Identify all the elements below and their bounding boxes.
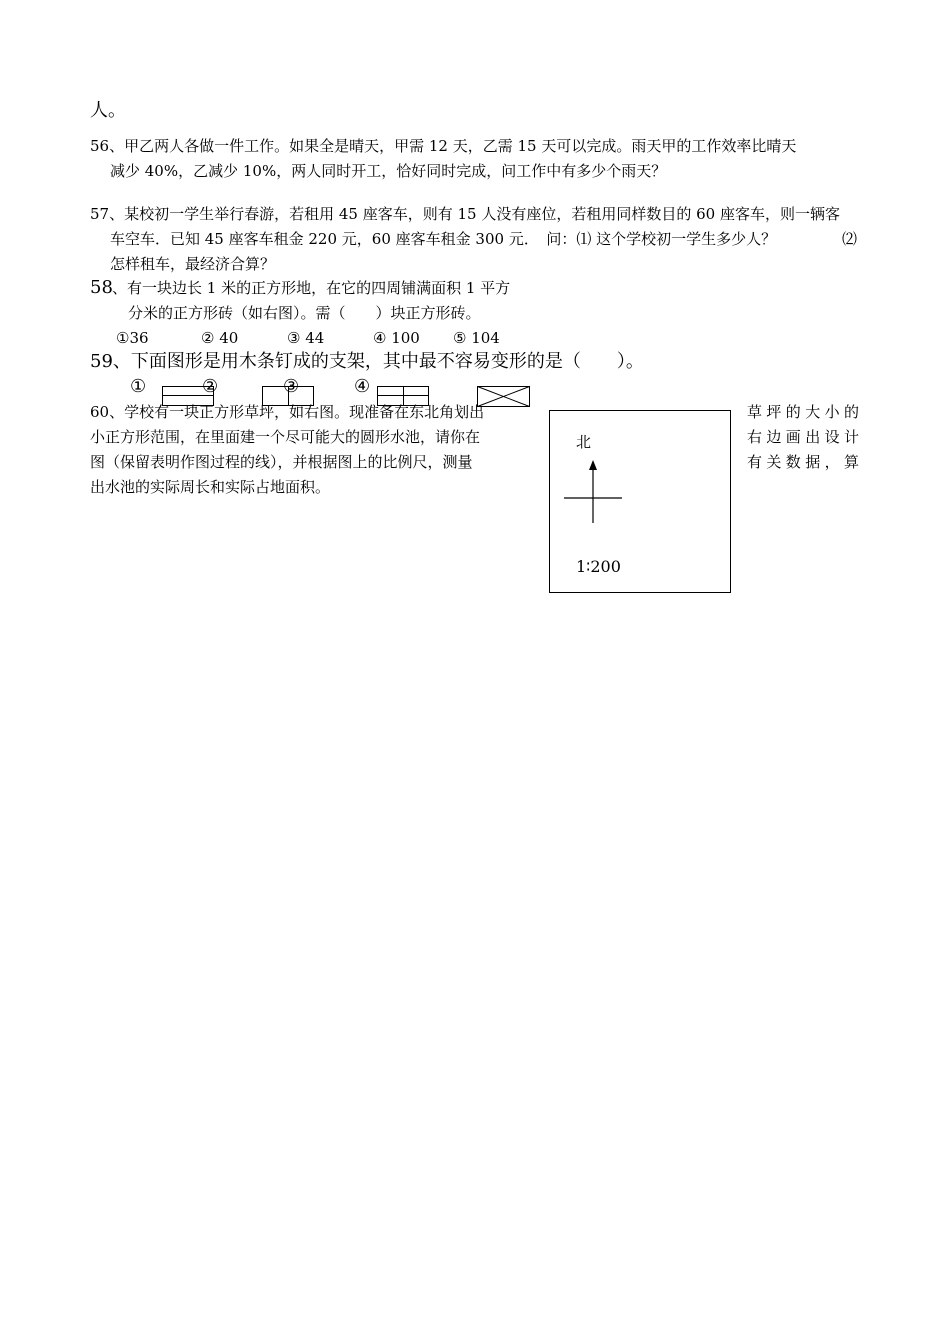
q60-right-line-1: 草坪的大小的: [747, 403, 859, 421]
q58-line-1: 、有一块边长 1 米的正方形地，在它的四周铺满面积 1 平方: [112, 279, 511, 297]
q60-left-line-3: 图（保留表明作图过程的线），并根据图上的比例尺，测量: [90, 453, 473, 471]
q56-line-1: 56、甲乙两人各做一件工作。如果全是晴天，甲需 12 天，乙需 15 天可以完成。雨天甲的工作效率比晴天: [90, 137, 797, 155]
previous-question-tail: 人。: [90, 100, 126, 121]
q58-option-4: ④ 100: [373, 329, 420, 347]
q60-right-line-2: 右边画出设计: [747, 428, 859, 446]
q57-subquestion-2-marker: ⑵: [842, 230, 858, 248]
q58-option-3: ③ 44: [287, 329, 325, 347]
north-label: 北: [576, 433, 592, 451]
brace-figure-1-crossbar: [163, 395, 213, 396]
q58-option-5: ⑤ 104: [453, 329, 500, 347]
q59-marker-3: ③: [283, 376, 300, 397]
lawn-map-square: [549, 410, 731, 593]
q60-right-line-3: 有关数据，算: [747, 453, 859, 471]
q59-marker-1: ①: [130, 376, 147, 397]
q59-marker-2: ②: [202, 376, 219, 397]
q59-line: 59、下面图形是用木条钉成的支架，其中最不容易变形的是（ ）。: [90, 351, 644, 372]
q58-option-2: ② 40: [201, 329, 239, 347]
brace-figure-4-diagonals: [477, 386, 531, 408]
q58-option-1: ①36: [116, 329, 149, 347]
map-scale: 1∶200: [576, 557, 621, 576]
q58-number: 58: [90, 277, 113, 298]
compass-north-arrow-icon: [562, 459, 624, 525]
q57-line-3: 怎样租车，最经济合算？: [110, 255, 276, 273]
q60-left-line-4: 出水池的实际周长和实际占地面积。: [90, 478, 331, 496]
q60-left-line-1: 60、学校有一块正方形草坪，如右图。现准备在东北角划出: [90, 403, 485, 421]
q56-line-2: 减少 40%，乙减少 10%，两人同时开工，恰好同时完成，问工作中有多少个雨天？: [110, 162, 667, 180]
q57-line-2: 车空车．已知 45 座客车租金 220 元，60 座客车租金 300 元． 问：⑴ 这个学校初一学生多少人？: [110, 230, 777, 248]
q57-line-1: 57、某校初一学生举行春游，若租用 45 座客车，则有 15 人没有座位，若租用同样数目的 60 座客车，则一辆客: [90, 205, 840, 223]
q58-line-2: 分米的正方形砖（如右图）。需（ ）块正方形砖。: [128, 304, 481, 322]
q60-left-line-2: 小正方形范围，在里面建一个尽可能大的圆形水池，请你在: [90, 428, 481, 446]
q59-marker-4: ④: [354, 376, 371, 397]
